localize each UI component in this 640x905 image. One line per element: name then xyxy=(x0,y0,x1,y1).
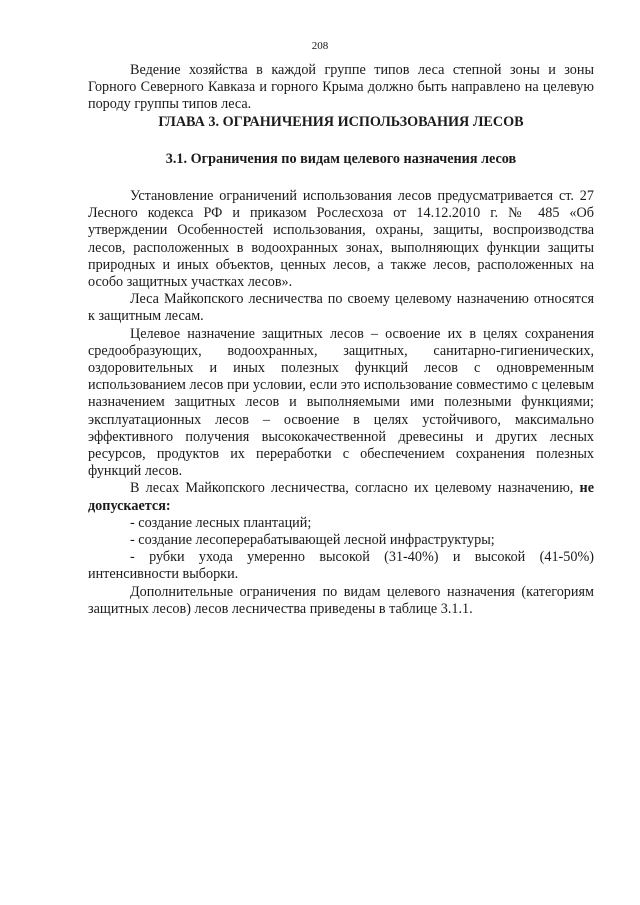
paragraph-prohibitions-intro xyxy=(88,480,594,514)
restriction-item-thinning: - рубки ухода умеренно высокой (31-40%) и высокой (41-50%) интенсивности выборки. xyxy=(88,549,594,583)
section-spacer xyxy=(88,168,594,188)
paragraph-additional-restrictions: Дополнительные ограничения по видам целевого назначения (категориям защитных лесов) лесов лесничества приведены в таблице 3.1.1. xyxy=(88,583,594,617)
intro-paragraph: Ведение хозяйства в каждой группе типов леса степной зоны и зоны Горного Северного Кавказа и горного Крыма должно быть направлено на целевую породу группы типов леса. xyxy=(88,62,594,113)
chapter-title: ГЛАВА 3. ОГРАНИЧЕНИЯ ИСПОЛЬЗОВАНИЯ ЛЕСОВ xyxy=(158,113,524,130)
page-content xyxy=(88,62,594,618)
restriction-item-plantations: - создание лесных плантаций; xyxy=(130,514,312,531)
paragraph-forest-category: Леса Майкопского лесничества по своему целевому назначению относятся к защитным лесам. xyxy=(88,291,594,325)
paragraph-legal-basis: Установление ограничений использования лесов предусматривается ст. 27 Лесного кодекса РФ и приказом Рослесхоза от 14.12.2010 г. № 485 «Об утверждении Особенностей использования, охраны, защиты, воспроизводства лесов, расположенных в водоохранных зонах, выполняющих функции защиты природных и иных объектов, ценных лесов, а также лесов, расположенных на особо защитных участках лесов». xyxy=(88,188,594,291)
prohibitions-intro-text: В лесах Майкопского лесничества, согласно их целевому назначению, xyxy=(130,480,574,497)
prohibitions-label: не допускается: xyxy=(88,480,594,514)
restriction-item-infrastructure: - создание лесоперерабатывающей лесной инфраструктуры; xyxy=(130,532,495,549)
paragraph-target-purpose: Целевое назначение защитных лесов – освоение их в целях сохранения средообразующих, водоохранных, защитных, санитарно-гигиенических, оздоровительных и иных полезных функций лесов с одновременным использованием лесов при условии, если это использование совместимо с целевым назначением защитных лесов и выполняемыми ими полезными функциями; эксплуатационных лесов – освоение в целях устойчивого, максимально эффективного получения высококачественной древесины и других лесных ресурсов, продуктов их переработки с обеспечением сохранения полезных функций лесов. xyxy=(88,325,594,480)
page-number: 208 xyxy=(311,40,329,52)
section-title: 3.1. Ограничения по видам целевого назначения лесов xyxy=(165,150,517,167)
